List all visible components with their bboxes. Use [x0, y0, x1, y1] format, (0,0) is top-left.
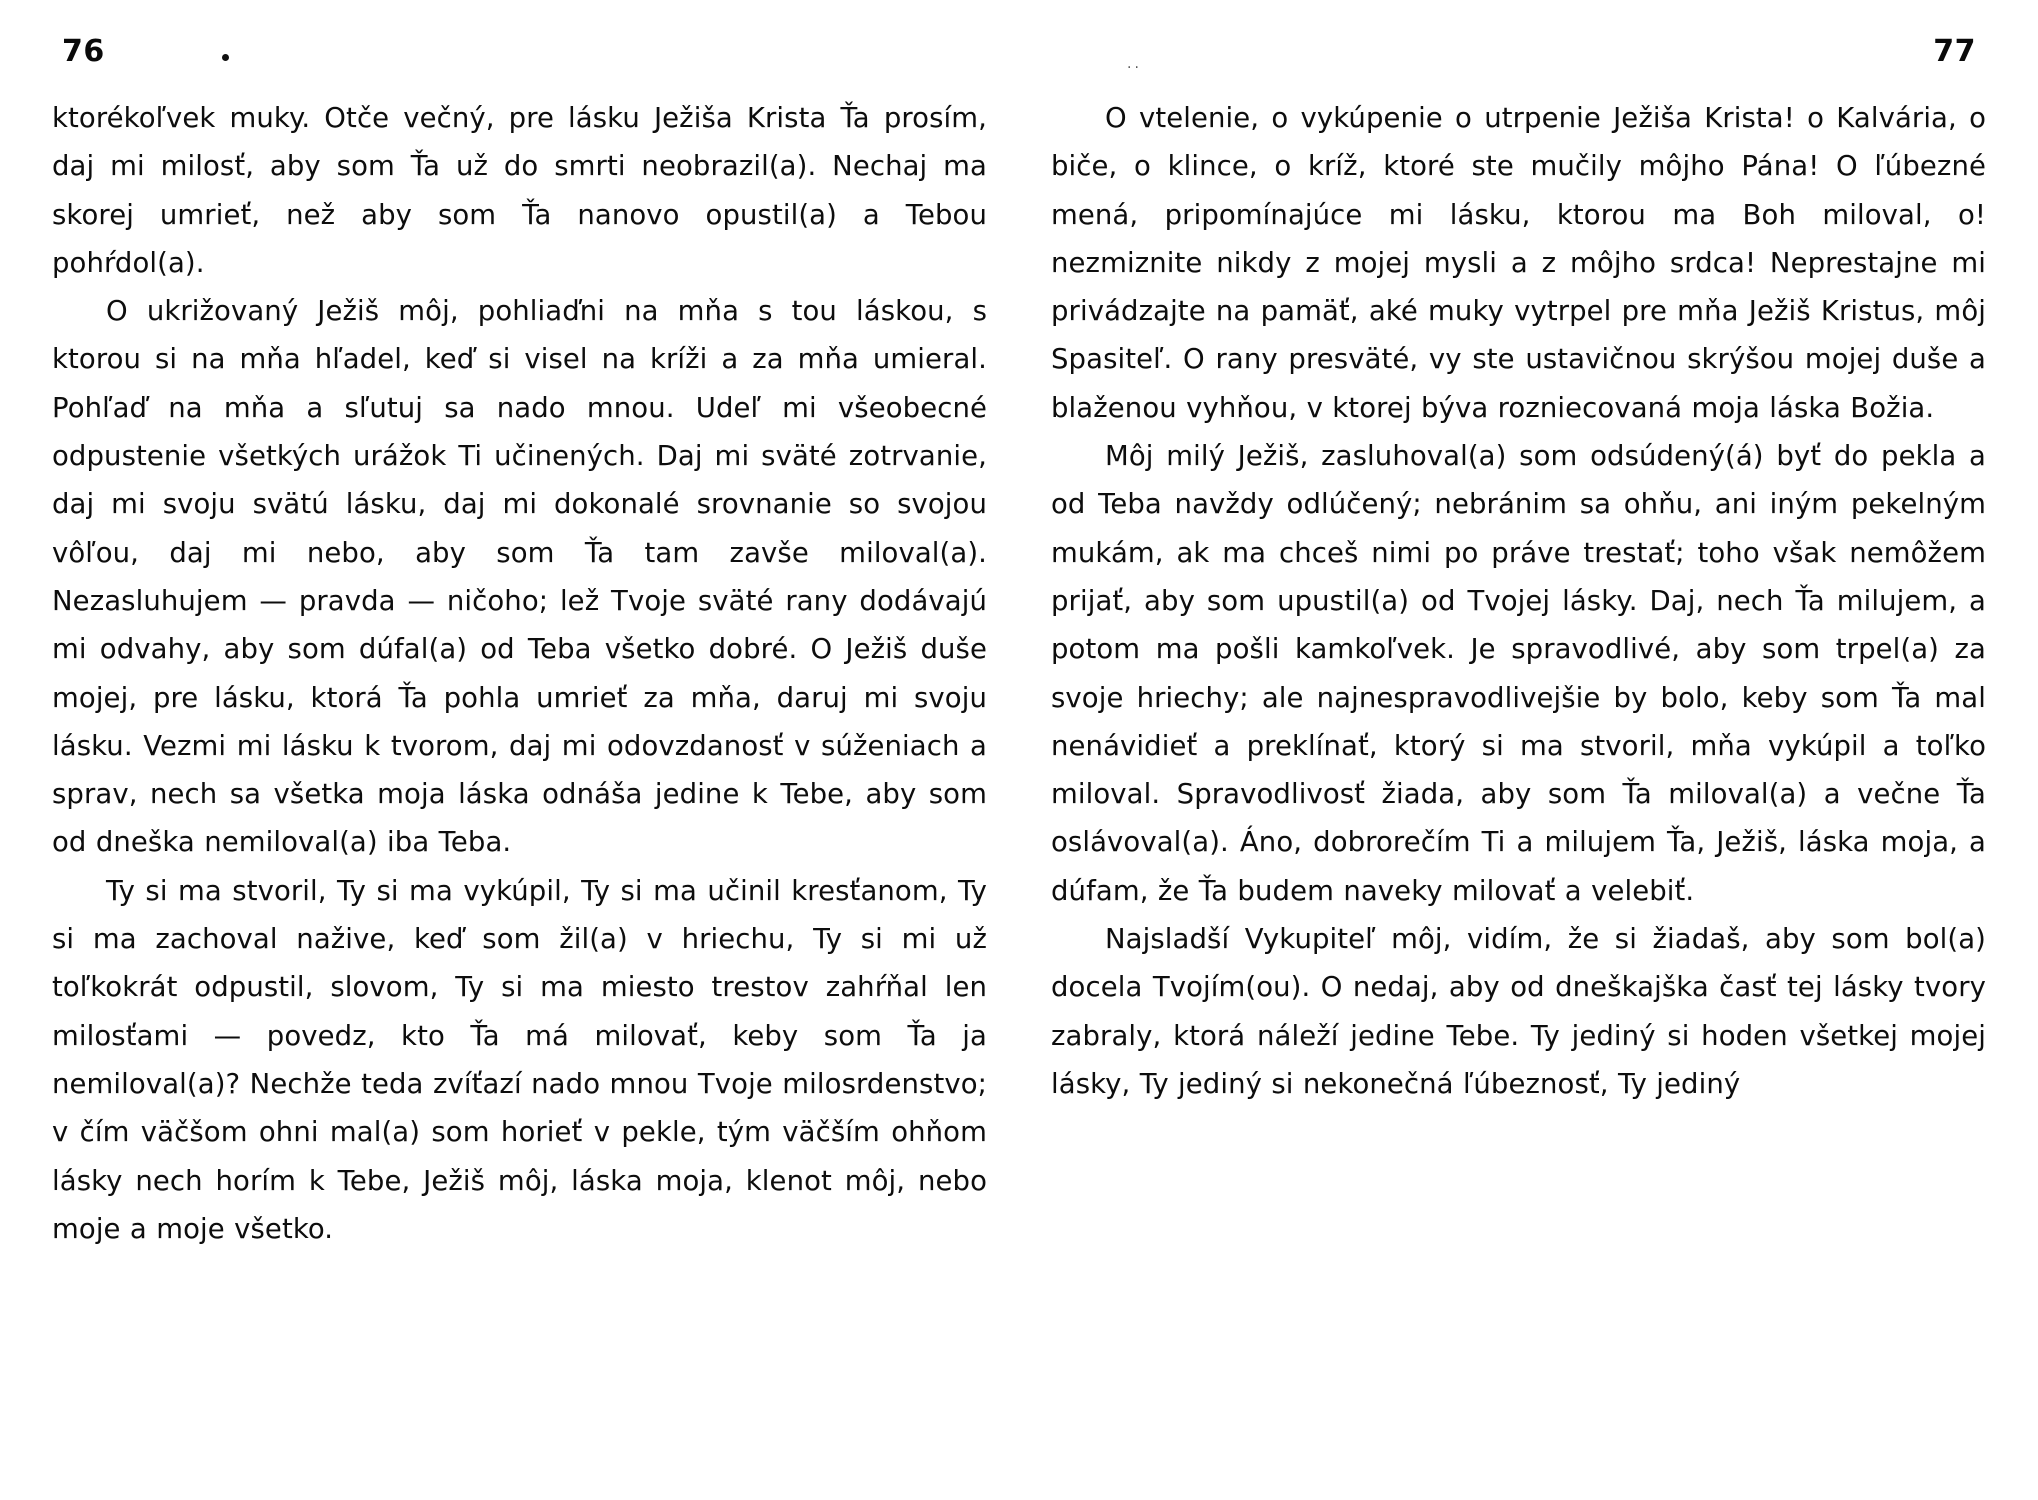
paragraph: Ty si ma stvoril, Ty si ma vykúpil, Ty si ma učinil kresťanom, Ty si ma zachoval nažive, keď som žil(a) v hriechu, Ty si mi už toľkokrát odpustil, slovom, Ty si ma miesto trestov zahŕňal len milosťami — povedz, kto Ťa má milovať, keby som Ťa ja nemiloval(a)? Nechže teda zvíťazí nado mnou Tvoje milosrdenstvo; v čím väčšom ohni mal(a) som horieť v pekle, tým väčším ohňom lásky nech horím k Tebe, Ježiš môj, láska moja, klenot môj, nebo moje a moje všetko.: [52, 874, 987, 1245]
running-head: [52, 28, 1986, 84]
paragraph: Môj milý Ježiš, zasluhoval(a) som odsúdený(á) byť do pekla a od Teba navždy odlúčený; nebránim sa ohňu, ani iným pekelným mukám, ak ma chceš nimi po práve trestať; toho však nemôžem prijať, aby som upustil(a) od Tvojej lásky. Daj, nech Ťa milujem, a potom ma pošli kamkoľvek. Je spravodlivé, aby som trpel(a) za svoje hriechy; ale najnespravodlivejšie by bolo, keby som Ťa mal nenávidieť a preklínať, ktorý si ma stvoril, mňa vykúpil a toľko miloval. Spravodlivosť žiada, aby som Ťa miloval(a) a večne Ťa oslávoval(a). Áno, dobrorečím Ti a milujem Ťa, Ježiš, láska moja, a dúfam, že Ťa budem naveky milovať a velebiť.: [1051, 440, 1986, 907]
page-column-right: [1051, 94, 1986, 1253]
ink-speck-decoration: [222, 54, 229, 61]
page-number-right: 77: [1933, 34, 1976, 69]
paragraph: O vtelenie, o vykúpenie o utrpenie Ježiša Krista! o Kalvária, o biče, o klince, o kríž, ktoré ste mučily môjho Pána! O ľúbezné mená, pripomínajúce mi lásku, ktorou ma Boh miloval, o! nezmiznite nikdy z mojej mysli a z môjho srdca! Neprestajne mi privádzajte na pamäť, aké muky vytrpel pre mňa Ježiš Kristus, môj Spasiteľ. O rany presväté, vy ste ustavičnou skrýšou mojej duše a blaženou vyhňou, v ktorej býva rozniecovaná moja láska Božia.: [1051, 102, 1986, 424]
page-column-left: [52, 94, 987, 1253]
spread-columns: [52, 94, 1986, 1253]
page-number-left: 76: [62, 34, 105, 69]
ink-speck-decoration-center: ··: [1127, 60, 1142, 76]
paragraph: Najsladší Vykupiteľ môj, vidím, že si žiadaš, aby som bol(a) docela Tvojím(ou). O nedaj, aby od dneškajška časť tej lásky tvory zabraly, ktorá náleží jedine Tebe. Ty jediný si hoden všetkej mojej lásky, Ty jediný si nekonečná ľúbeznosť, Ty jediný: [1051, 923, 1986, 1100]
paragraph: ktorékoľvek muky. Otče večný, pre lásku Ježiša Krista Ťa prosím, daj mi milosť, aby som Ťa už do smrti neobrazil(a). Nechaj ma skorej umrieť, než aby som Ťa nanovo opustil(a) a Tebou pohŕdol(a).: [52, 102, 987, 279]
paragraph: O ukrižovaný Ježiš môj, pohliaďni na mňa s tou láskou, s ktorou si na mňa hľadel, keď si visel na kríži a za mňa umieral. Pohľaď na mňa a sľutuj sa nado mnou. Udeľ mi všeobecné odpustenie všetkých urážok Ti učinených. Daj mi sväté zotrvanie, daj mi svoju svätú lásku, daj mi dokonalé srovnanie so svojou vôľou, daj mi nebo, aby som Ťa tam zavše miloval(a). Nezasluhujem — pravda — ničoho; lež Tvoje sväté rany dodávajú mi odvahy, aby som dúfal(a) od Teba všetko dobré. O Ježiš duše mojej, pre lásku, ktorá Ťa pohla umrieť za mňa, daruj mi svoju lásku. Vezmi mi lásku k tvorom, daj mi odovzdanosť v súženiach a sprav, nech sa všetka moja láska odnáša jedine k Tebe, aby som od dneška nemiloval(a) iba Teba.: [52, 295, 987, 859]
